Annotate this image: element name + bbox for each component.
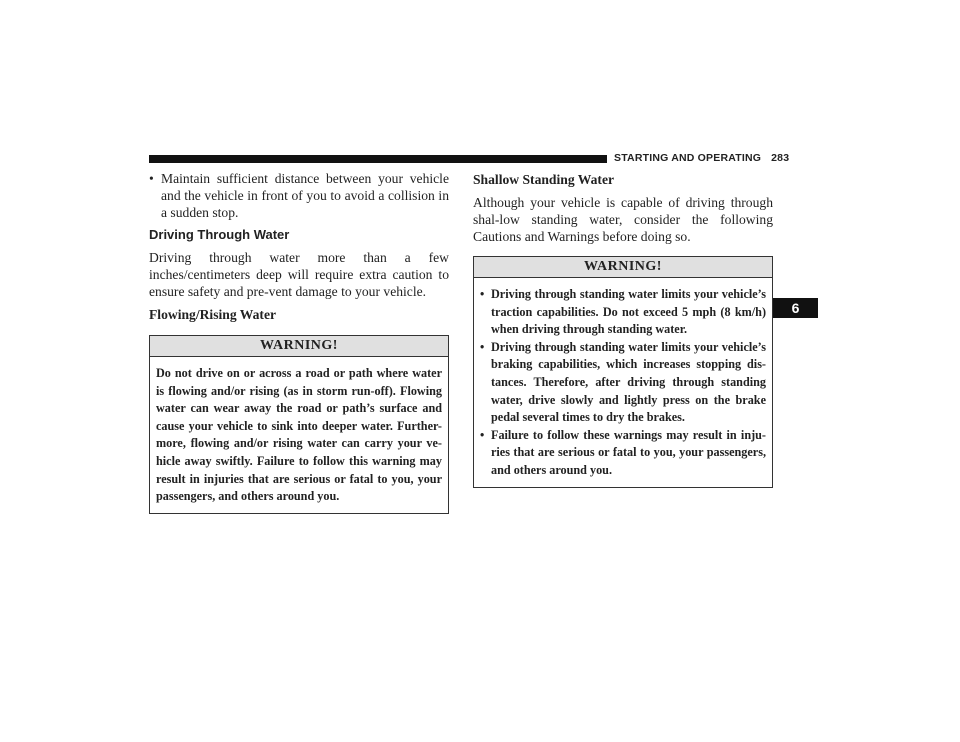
warning-item [480, 339, 766, 427]
warning-item-text: Driving through standing water limits your vehicle’s traction capabilities. Do not exceed 5 mph (8 km/h) when driving through standing water. [491, 287, 766, 337]
chapter-tab: 6 [773, 298, 818, 318]
section-heading: Driving Through Water [149, 227, 290, 242]
warning-item [480, 427, 766, 480]
warning-title: WARNING! [150, 336, 448, 357]
warning-item-text: Failure to follow these warnings may result in inju-ries that are serious or fatal to you, your passengers, and others around you. [491, 427, 766, 477]
warning-title: WARNING! [474, 257, 772, 278]
paragraph: Although your vehicle is capable of driving through shal-low standing water, consider the following Cautions and Warnings before doing so. [473, 195, 773, 244]
bullet-dot-icon: • [480, 339, 485, 354]
warning-text: Do not drive on or across a road or path where water is flowing and/or rising (as in storm run-off). Flowing water can wear away the road or path’s surface and cause your vehicle to sink into deeper water. Further-more, flowing and/or rising water can carry your ve-hicle away swiftly. Failure to follow this warning may result in injuries that are serious or fatal to you, your passengers, and others around you. [156, 366, 442, 504]
header-rule [149, 155, 607, 163]
running-header [614, 152, 789, 166]
section-title: STARTING AND OPERATING [614, 152, 762, 164]
warning-box [473, 256, 773, 488]
paragraph: Driving through water more than a few inches/centimeters deep will require extra caution to ensure safety and pre-vent damage to your vehicle. [149, 250, 449, 299]
warning-item-text: Driving through standing water limits your vehicle’s braking capabilities, which increases stopping dis-tances. Therefore, after driving through standing water, drive slowly and lightly press on the brake pedal several times to dry the brakes. [491, 339, 766, 425]
bullet-dot-icon: • [480, 287, 485, 301]
bullet-item [149, 170, 449, 221]
bullet-dot-icon: • [149, 171, 154, 186]
bullet-text: Maintain sufficient distance between your vehicle and the vehicle in front of you to avoid a collision in a sudden stop. [161, 171, 449, 220]
warning-box [149, 335, 449, 514]
page-number: 283 [771, 152, 790, 164]
subsection-heading: Flowing/Rising Water [149, 307, 277, 322]
subsection-heading: Shallow Standing Water [473, 172, 615, 187]
warning-body [150, 357, 448, 513]
warning-body [474, 278, 772, 487]
bullet-dot-icon: • [480, 427, 485, 442]
warning-item [480, 286, 766, 339]
right-column [473, 170, 773, 488]
left-column [149, 170, 449, 514]
